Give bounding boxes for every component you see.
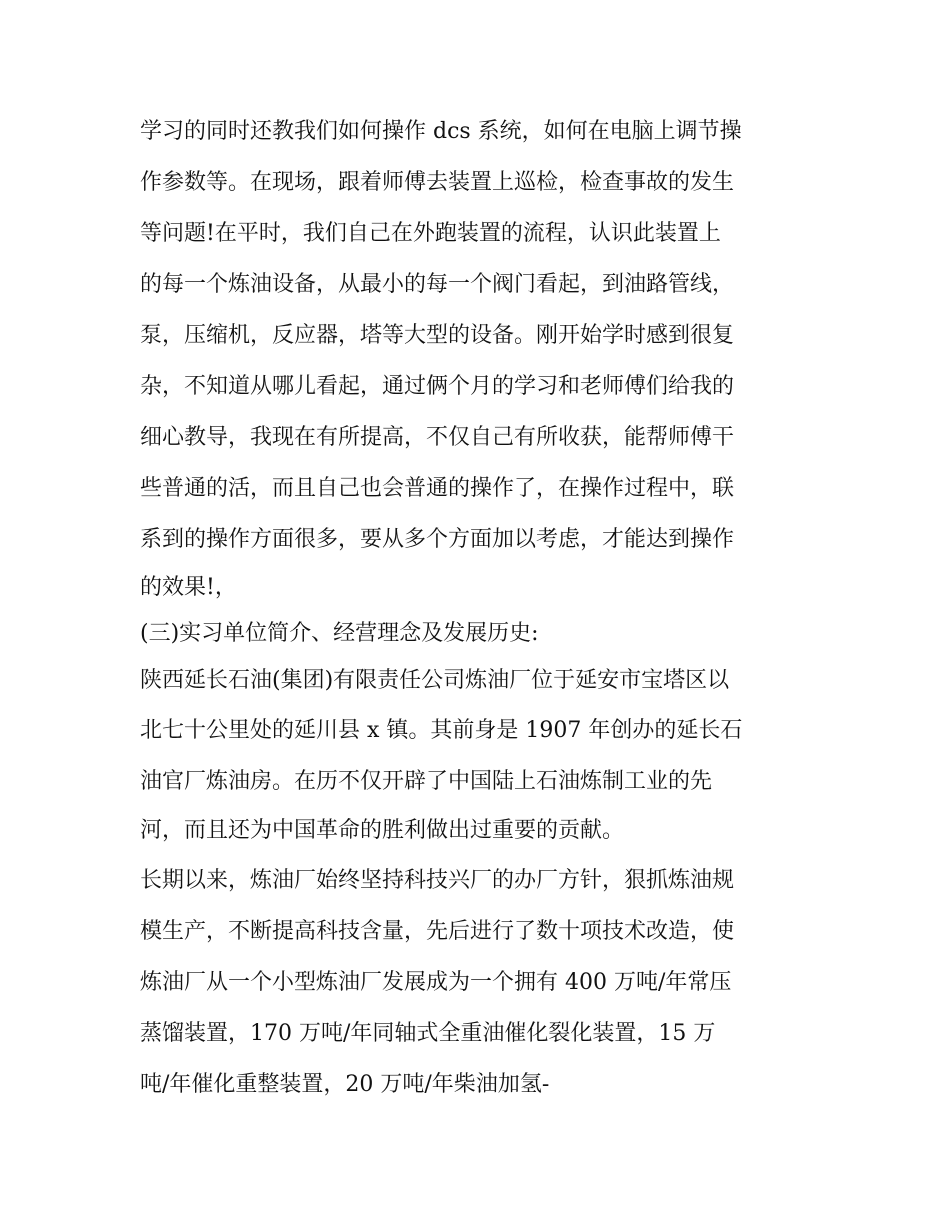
text-line: 北七十公里处的延川县 x 镇。其前身是 1907 年创办的延长石 [140, 718, 743, 743]
paragraph-3 [140, 855, 820, 1110]
text-line: 泵，压缩机，反应器，塔等大型的设备。刚开始学时感到很复 [140, 323, 735, 348]
text-line: 的效果!， [140, 575, 237, 600]
text-line: 长期以来，炼油厂始终坚持科技兴厂的办厂方针，狠抓炼油规 [140, 868, 735, 893]
text-line: 系到的操作方面很多，要从多个方面加以考虑，才能达到操作 [140, 527, 735, 552]
text-line: 等问题!在平时，我们自己在外跑装置的流程，认识此装置上 [140, 221, 721, 246]
text-line: 蒸馏装置，170 万吨/年同轴式全重油催化裂化装置，15 万 [140, 1021, 716, 1046]
text-line: 的每一个炼油设备，从最小的每一个阀门看起，到油路管线， [140, 272, 735, 297]
text-line: 油官厂炼油房。在历不仅开辟了中国陆上石油炼制工业的先 [140, 769, 713, 794]
text-line: 学习的同时还教我们如何操作 dcs 系统，如何在电脑上调节操 [140, 119, 742, 144]
text-line: 些普通的活，而且自己也会普通的操作了，在操作过程中，联 [140, 476, 735, 501]
text-line: 杂，不知道从哪儿看起，通过俩个月的学习和老师傅们给我的 [140, 374, 735, 399]
text-line: 模生产，不断提高科技含量，先后进行了数十项技术改造，使 [140, 919, 735, 944]
text-line: 炼油厂从一个小型炼油厂发展成为一个拥有 400 万吨/年常压 [140, 970, 732, 995]
text-line: 陕西延长石油(集团)有限责任公司炼油厂位于延安市宝塔区以 [140, 668, 730, 693]
text-line: 细心教导，我现在有所提高，不仅自己有所收获，能帮师傅干 [140, 425, 735, 450]
text-line: 河，而且还为中国革命的胜利做出过重要的贡献。 [140, 818, 625, 843]
paragraph-2 [140, 657, 820, 855]
text-line: 吨/年催化重整装置，20 万吨/年柴油加氢- [140, 1072, 550, 1097]
text-line: 作参数等。在现场，跟着师傅去装置上巡检，检查事故的发生 [140, 170, 735, 195]
document-body [140, 106, 820, 1110]
paragraph-1 [140, 106, 820, 611]
section-heading [140, 611, 820, 657]
section-heading-text: (三)实习单位简介、经营理念及发展历史: [140, 621, 539, 646]
